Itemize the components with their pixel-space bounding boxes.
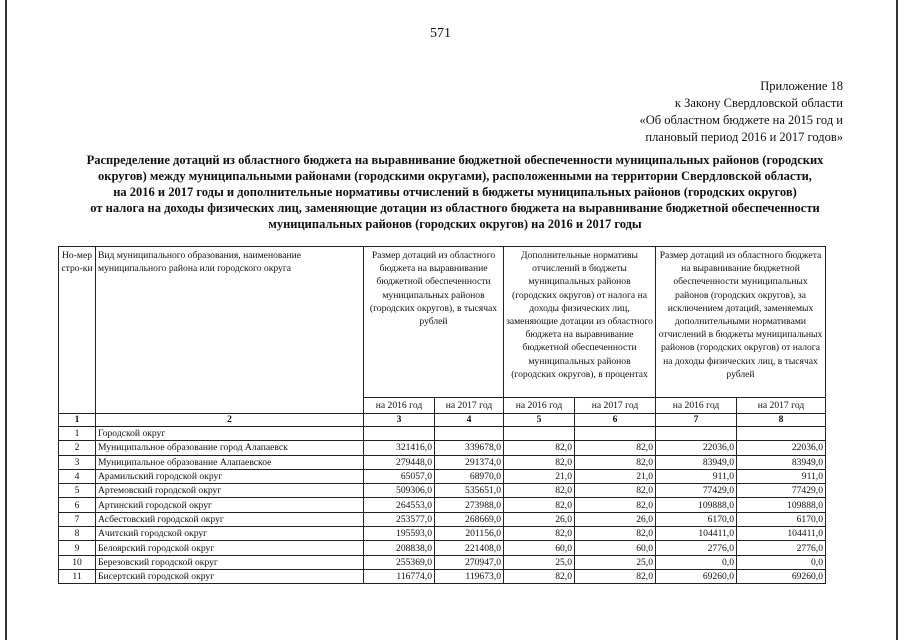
cell-value: 109888,0 <box>656 498 737 512</box>
cell-value: 911,0 <box>737 469 826 483</box>
cell-value: 26,0 <box>504 512 575 526</box>
cell-name: Березовский городской округ <box>96 555 364 569</box>
cell-value <box>504 427 575 441</box>
title-line: муниципальных районов (городских округов) на 2016 и 2017 годы <box>268 217 642 231</box>
cell-value: 60,0 <box>504 541 575 555</box>
cell-value: 69260,0 <box>656 569 737 583</box>
column-number: 1 <box>59 414 96 427</box>
cell-value: 0,0 <box>737 555 826 569</box>
cell-value: 82,0 <box>504 569 575 583</box>
cell-value: 22036,0 <box>656 441 737 455</box>
cell-value: 509306,0 <box>364 484 435 498</box>
cell-value: 77429,0 <box>737 484 826 498</box>
cell-value: 82,0 <box>575 484 656 498</box>
appendix-line: «Об областном бюджете на 2015 год и <box>639 113 843 127</box>
cell-value <box>656 427 737 441</box>
cell-value: 82,0 <box>504 527 575 541</box>
table-row <box>59 484 826 498</box>
cell-value: 911,0 <box>656 469 737 483</box>
title-line: Распределение дотаций из областного бюджета на выравнивание бюджетной обеспеченности муниципальных районов (городских <box>86 153 824 167</box>
cell-value: 339678,0 <box>435 441 504 455</box>
header-norms: Дополнительные нормативы отчислений в бюджеты муниципальных районов (городских округов) от налога на доходы физических лиц, заменяющие дотации из областного бюджета на выравнивание бюджетной обеспеченности муниципальных районов (городских округов), в процентах <box>504 247 656 398</box>
subsidy-table <box>58 246 826 584</box>
header-year: на 2016 год <box>656 398 737 414</box>
cell-value: 21,0 <box>504 469 575 483</box>
table-row <box>59 512 826 526</box>
cell-value: 82,0 <box>504 498 575 512</box>
cell-value: 195593,0 <box>364 527 435 541</box>
cell-name: Артемовский городской округ <box>96 484 364 498</box>
cell-row-number: 10 <box>59 555 96 569</box>
table-row <box>59 427 826 441</box>
document-title <box>40 152 870 232</box>
cell-value: 201156,0 <box>435 527 504 541</box>
cell-value: 83949,0 <box>737 455 826 469</box>
cell-value: 82,0 <box>575 569 656 583</box>
cell-row-number: 6 <box>59 498 96 512</box>
title-line: от налога на доходы физических лиц, заменяющие дотации из областного бюджета на выравнивание бюджетной обеспеченности <box>90 201 820 215</box>
cell-value: 22036,0 <box>737 441 826 455</box>
cell-name: Бисертский городской округ <box>96 569 364 583</box>
cell-row-number: 1 <box>59 427 96 441</box>
cell-value: 0,0 <box>656 555 737 569</box>
title-line: округов) между муниципальными районами (городскими округами), расположенными на территории Свердловской области, <box>98 169 812 183</box>
cell-value: 2776,0 <box>737 541 826 555</box>
table-row <box>59 569 826 583</box>
header-subsidy-excl: Размер дотаций из областного бюджета на выравнивание бюджетной обеспеченности муниципальных районов (городских округов), за исключением дотаций, заменяемых дополнительными нормативами отчислений в бюджеты муниципальных районов (городских округов) от налога на доходы физических лиц, в тысячах рублей <box>656 247 826 398</box>
cell-value: 116774,0 <box>364 569 435 583</box>
appendix-line: Приложение 18 <box>760 79 843 93</box>
cell-value: 82,0 <box>504 441 575 455</box>
cell-value: 6170,0 <box>656 512 737 526</box>
cell-value: 21,0 <box>575 469 656 483</box>
cell-value: 253577,0 <box>364 512 435 526</box>
cell-name: Городской округ <box>96 427 364 441</box>
cell-name: Муниципальное образование город Алапаевск <box>96 441 364 455</box>
table-row <box>59 527 826 541</box>
cell-value: 2776,0 <box>656 541 737 555</box>
table-row <box>59 455 826 469</box>
cell-name: Белоярский городской округ <box>96 541 364 555</box>
header-year: на 2016 год <box>364 398 435 414</box>
cell-row-number: 9 <box>59 541 96 555</box>
cell-row-number: 8 <box>59 527 96 541</box>
page-border-right <box>896 0 898 640</box>
cell-value: 25,0 <box>504 555 575 569</box>
cell-value: 273988,0 <box>435 498 504 512</box>
cell-value: 82,0 <box>504 455 575 469</box>
column-number: 2 <box>96 414 364 427</box>
table-row <box>59 541 826 555</box>
cell-value: 25,0 <box>575 555 656 569</box>
cell-value: 69260,0 <box>737 569 826 583</box>
table-row <box>59 441 826 455</box>
cell-name: Арамильский городской округ <box>96 469 364 483</box>
cell-name: Артинский городской округ <box>96 498 364 512</box>
cell-value <box>737 427 826 441</box>
cell-value: 68970,0 <box>435 469 504 483</box>
cell-value: 208838,0 <box>364 541 435 555</box>
cell-row-number: 11 <box>59 569 96 583</box>
cell-value <box>575 427 656 441</box>
cell-row-number: 7 <box>59 512 96 526</box>
cell-value: 279448,0 <box>364 455 435 469</box>
cell-row-number: 2 <box>59 441 96 455</box>
cell-value: 221408,0 <box>435 541 504 555</box>
cell-value: 82,0 <box>575 441 656 455</box>
header-name: Вид муниципального образования, наименование муниципального района или городского округа <box>96 247 364 414</box>
cell-value: 82,0 <box>504 484 575 498</box>
title-line: на 2016 и 2017 годы и дополнительные нормативы отчислений в бюджеты муниципальных районов (городских округов) <box>113 185 797 199</box>
cell-value: 104411,0 <box>656 527 737 541</box>
header-year: на 2017 год <box>737 398 826 414</box>
cell-value: 77429,0 <box>656 484 737 498</box>
cell-value: 119673,0 <box>435 569 504 583</box>
cell-row-number: 5 <box>59 484 96 498</box>
column-number: 5 <box>504 414 575 427</box>
column-number: 7 <box>656 414 737 427</box>
cell-value <box>364 427 435 441</box>
page-border-left <box>5 0 7 640</box>
cell-value: 83949,0 <box>656 455 737 469</box>
column-number: 6 <box>575 414 656 427</box>
cell-name: Муниципальное образование Алапаевское <box>96 455 364 469</box>
header-year: на 2017 год <box>435 398 504 414</box>
appendix-line: к Закону Свердловской области <box>674 96 843 110</box>
cell-value: 65057,0 <box>364 469 435 483</box>
cell-row-number: 4 <box>59 469 96 483</box>
cell-value: 6170,0 <box>737 512 826 526</box>
appendix-caption <box>560 78 843 146</box>
table-row <box>59 469 826 483</box>
header-subsidy: Размер дотаций из областного бюджета на выравнивание бюджетной обеспеченности муниципальных районов (городских округов), в тысячах рублей <box>364 247 504 398</box>
cell-name: Асбестовский городской округ <box>96 512 364 526</box>
cell-value: 291374,0 <box>435 455 504 469</box>
cell-value: 321416,0 <box>364 441 435 455</box>
column-number: 8 <box>737 414 826 427</box>
cell-value: 82,0 <box>575 527 656 541</box>
table-row <box>59 555 826 569</box>
cell-value: 82,0 <box>575 498 656 512</box>
cell-value: 109888,0 <box>737 498 826 512</box>
column-number: 4 <box>435 414 504 427</box>
appendix-line: плановый период 2016 и 2017 годов» <box>645 130 843 144</box>
cell-value: 255369,0 <box>364 555 435 569</box>
header-row-number: Но-мер стро-ки <box>59 247 96 414</box>
cell-value: 60,0 <box>575 541 656 555</box>
cell-value: 268669,0 <box>435 512 504 526</box>
cell-value: 270947,0 <box>435 555 504 569</box>
cell-value: 26,0 <box>575 512 656 526</box>
cell-value: 264553,0 <box>364 498 435 512</box>
page-number: 571 <box>430 26 451 41</box>
header-year: на 2016 год <box>504 398 575 414</box>
cell-row-number: 3 <box>59 455 96 469</box>
cell-value: 82,0 <box>575 455 656 469</box>
cell-value: 104411,0 <box>737 527 826 541</box>
header-year: на 2017 год <box>575 398 656 414</box>
table-row <box>59 498 826 512</box>
cell-value <box>435 427 504 441</box>
column-number: 3 <box>364 414 435 427</box>
cell-name: Ачитский городской округ <box>96 527 364 541</box>
cell-value: 535651,0 <box>435 484 504 498</box>
